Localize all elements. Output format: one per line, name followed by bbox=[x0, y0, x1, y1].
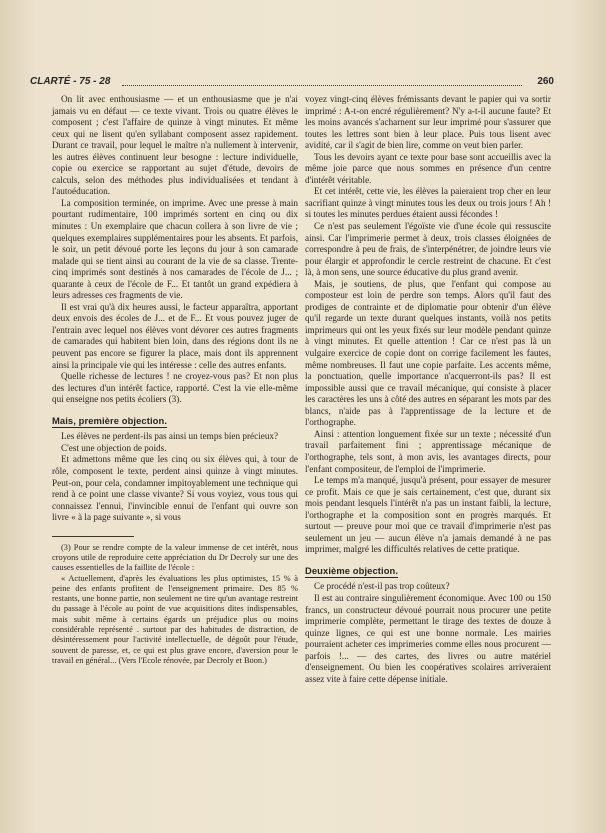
paragraph: La composition terminée, on imprime. Avec une presse à main pourtant rudimentaire, 100 imprimés sortent en cinq ou dix minutes : Un exemplaire que chacun collera à son livre de vie ; quelques exemplaires supplémentaires pour les absents. Et parfois, le soir, un petit dévoué porte les leçons du jour à son camarade malade qui se tient ainsi au courant de la vie de sa classe. Trente-cinq imprimés sont destinés à nos camarades de l'école de J... ; quarante à ceux de l'école de F... Et tantôt un grand expédiera à leurs adresses ces fragments de vie. bbox=[52, 197, 298, 301]
paragraph: Il est vrai qu'à dix heures aussi, le facteur apparaîtra, apportant deux envois des écoles de J... et de F... Et vous pouvez juger de l'entrain avec lequel nos élèves vont dévorer ces autres fragments de camarades qui habitent bien loin, dans des régions dont ils ne peuvent pas encore se figurer la place, mais dont ils apprennent ainsi la principale vie qui les intéresse : celle des autres enfants. bbox=[52, 301, 298, 370]
footnote-paragraph: (3) Pour se rendre compte de la valeur immense de cet intérêt, nous croyons utile de reproduire cette appréciation du Dr Decroly sur une des causes essentielles de la faillite de l'école : bbox=[52, 542, 298, 573]
paragraph: Le temps m'a manqué, jusqu'à présent, pour essayer de mesurer ce profit. Mais ce que je sais certainement, c'est que, durant six mois pendant lesquels l'intérêt n'a pas un instant faibli, la lecture, l'orthographe et la composition sont en progrès marqués. Et surtout — preuve pour moi que ce travail d'imprimerie n'est pas seulement un jeu — aucun élève n'a jamais demandé à ne pas imprimer, malgré les difficultés relatives de cette pratique. bbox=[305, 475, 551, 555]
section-heading: Mais, première objection. bbox=[52, 414, 168, 426]
footnote-quote: « Actuellement, d'après les évaluations les plus optimistes, 15 % à peine des enfants profitent de l'enseignement primaire. Des 85 % restants, une bonne partie, non seulement ne tire qu'un avantage restreint du passage à l'école au point de vue acquisitions dites indispensables, mais subit même à certains égards un préjudice plus ou moins considérable représenté . surtout par des habitudes de distraction, de désintéressement pour l'activité intellectuelle, de dégoût pour l'étude, souvent de paresse, et, ce qui est plus grave encore, d'aversion pour le travail en général... (Vers l'Ecole rénovée, par Decroly et Boon.) bbox=[52, 573, 298, 665]
paragraph: Ce procédé n'est-il pas trop coûteux? bbox=[314, 581, 450, 592]
header-dotted-rule bbox=[122, 85, 522, 86]
paragraph: Tous les devoirs ayant ce texte pour base sont accueillis avec la même joie parce que nous sommes en présence d'un centre d'intérêt véritable. bbox=[305, 151, 551, 185]
paragraph: Quelle richesse de lectures ! ne croyez-vous pas? Et non plus des lectures d'un intérêt factice, rapporté. C'est la vie elle-même qui enseigne nos petits écoliers (3). bbox=[52, 371, 298, 405]
paragraph: Mais, je soutiens, de plus, que l'enfant qui compose au composteur est loin de perdre son temps. Alors qu'il faut des prodiges de contrainte et de diplomatie pour obtenir d'un élève qu'il regarde un texte durant quelques instants, voilà nos petits imprimeurs qui ont les yeux fixés sur leur modèle pendant quinze à vingt minutes. Et quelle attention ! Car ce n'est pas là un vulgaire exercice de copie dont on corrige facilement les fautes, même nombreuses. Il faut une copie parfaite. Les accents même, la ponctuation, quelle importance n'acquerront-ils pas? Il est impossible aussi que ce travail mécanique, qui consiste à placer les caractères les uns à côté des autres en séparant les mots par des blancs, n'aide pas à l'apprentissage de la lecture et de l'orthographe. bbox=[305, 278, 551, 428]
paragraph: voyez vingt-cinq élèves frémissants devant le papier qui va sortir imprimé : A-t-on encré régulièrement? N'y a-t-il aucune faute? Et les moins avancés s'acharnent sur leur imprimé pour s'assurer que toutes les lettres sont bien à leur place. Puis tous lisent avec avidité, car il s'agit de bien lire, comme on veut bien parler. bbox=[305, 94, 551, 151]
paragraph: On lit avec enthousiasme — et un enthousiasme que je n'ai jamais vu en défaut — ce texte vivant. Trois ou quatre élèves le composent ; c'est l'affaire de quinze à vingt minutes. Et même ceux qui ne lisent qu'en syllabant composent assez rapidement. Durant ce travail, pour lequel le maître n'a nullement à intervenir, les autres élèves continuent leur besogne : lecture individuelle, copie ou exercice se rapportant au sujet d'étude, devoirs de calculs, selon des méthodes plus individualisées et tendant à l'autoéducation. bbox=[52, 94, 298, 197]
left-column bbox=[52, 94, 298, 666]
paragraph: Et admettons même que les cinq ou six élèves qui, à tour de rôle, composent le texte, perdent ainsi quinze à vingt minutes. Peut-on, pour cela, condamner impitoyablement une technique qui rend à ce point une classe vivante? Si vous voyiez, vous tous qui connaissez l'ennui, l'invincible ennui de l'enfant qui ouvre son livre « à la page suivante », si vous bbox=[52, 454, 298, 523]
page-number: 260 bbox=[537, 76, 554, 87]
footnote-separator bbox=[52, 536, 134, 537]
paragraph: Il est au contraire singulièrement économique. Avec 100 ou 150 francs, un constructeur dévoué pourrait nous procurer une petite imprimerie complète, permettant le tirage des textes de douze à quinze lignes, ce qui est une bonne normale. Les mairies pourraient acheter ces imprimeries comme elles nous procurent — parfois !... — des cartes, des livres ou autre matériel d'enseignement. Ou bien les coopératives scolaires arriveraient assez vite à faire cette dépense initiale. bbox=[305, 592, 551, 684]
paragraph: C'est une objection de poids. bbox=[61, 442, 167, 453]
section-heading: Deuxième objection. bbox=[305, 564, 399, 576]
right-column bbox=[305, 94, 551, 685]
paragraph: Ce n'est pas seulement l'égoïste vie d'une école qui ressuscite ainsi. Car l'imprimerie permet à deux, trois classes éloignées de correspondre à peu de frais, de s'interpénétrer, de joindre leurs vie pour élargir et approfondir le cercle restreint de chacune. Et c'est là, à mon sens, une source éducative du plus grand avenir. bbox=[305, 221, 551, 278]
paragraph: Ainsi : attention longuement fixée sur un texte ; nécessité d'un travail parfaitement fini ; apprentissage mécanique de l'orthographe, tels sont, à mon avis, les avantages directs, pour l'enfant compositeur, de l'emploi de l'imprimerie. bbox=[305, 428, 551, 474]
footnote bbox=[52, 543, 298, 667]
journal-title: CLARTÉ - 75 - 28 bbox=[30, 76, 111, 87]
running-header bbox=[30, 76, 554, 90]
paragraph: Les élèves ne perdent-ils pas ainsi un temps bien précieux? bbox=[61, 431, 279, 442]
paragraph: Et cet intérêt, cette vie, les élèves la paieraient trop cher en leur sacrifiant quinze à vingt minutes tous les deux ou trois jours ! Ah ! si toutes les minutes perdues étaient aussi fécondes ! bbox=[305, 186, 551, 220]
